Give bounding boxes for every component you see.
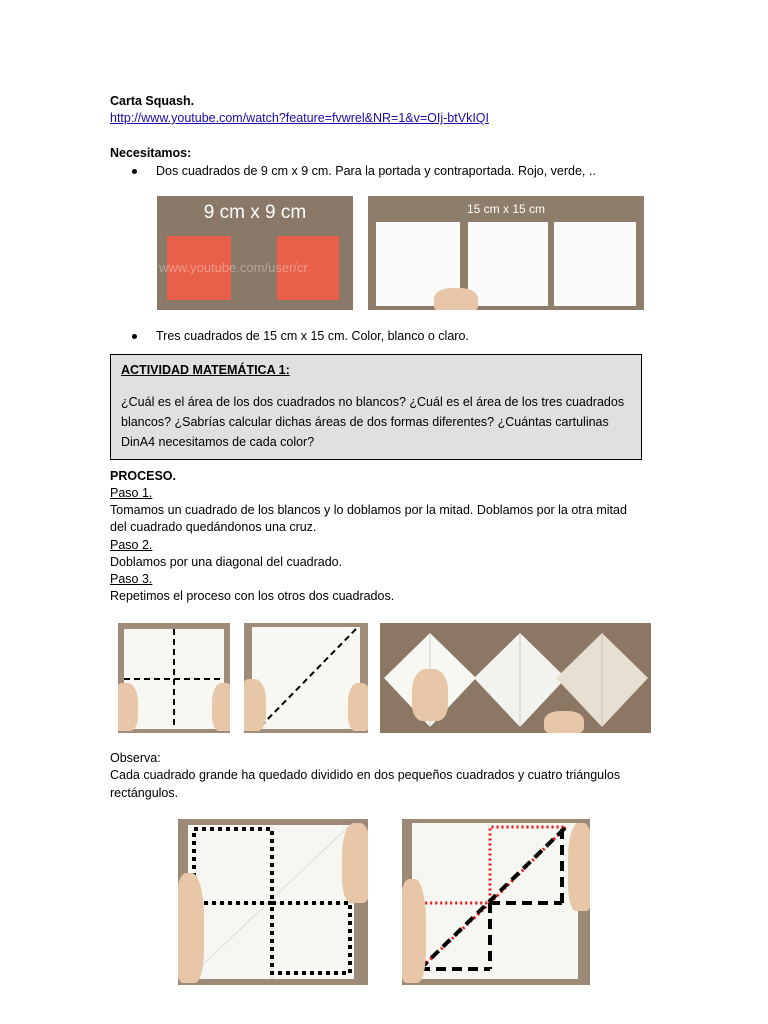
hand-image bbox=[434, 288, 478, 310]
observe-line-1: Cada cuadrado grande ha quedado dividido en dos pequeños cuadrados y cuatro triángulos bbox=[110, 768, 621, 782]
youtube-link[interactable]: http://www.youtube.com/watch?feature=fvwrel&NR=1&v=OIj-btVkIQI bbox=[110, 111, 489, 125]
needs-heading: Necesitamos: bbox=[110, 146, 192, 160]
hand-image bbox=[244, 679, 266, 731]
observe-line-2: rectángulos. bbox=[110, 786, 179, 800]
activity-line-1: ¿Cuál es el área de los dos cuadrados no blancos? ¿Cuál es el área de los tres cuadrados bbox=[121, 395, 625, 409]
photo-step1-cross bbox=[118, 623, 230, 733]
hand-image bbox=[568, 823, 590, 911]
hand-image bbox=[342, 823, 368, 903]
hand-image bbox=[212, 683, 230, 731]
photo-white-squares bbox=[368, 196, 644, 310]
activity-line-3: DinA4 necesitamos de cada color? bbox=[121, 435, 315, 449]
step1-line-1: Tomamos un cuadrado de los blancos y lo doblamos por la mitad. Doblamos por la otra mitad bbox=[110, 503, 627, 517]
step3-text: Repetimos el proceso con los otros dos cuadrados. bbox=[110, 589, 395, 603]
photo-step3-diamonds bbox=[380, 623, 651, 733]
bullet-item-2: Tres cuadrados de 15 cm x 15 cm. Color, blanco o claro. bbox=[156, 329, 469, 343]
step3-label: Paso 3. bbox=[110, 572, 153, 586]
step2-text: Doblamos por una diagonal del cuadrado. bbox=[110, 555, 343, 569]
hand-image bbox=[348, 683, 368, 731]
hand-image bbox=[118, 683, 138, 731]
photo-caption-9cm: 9 cm x 9 cm bbox=[203, 202, 307, 223]
photo-caption-15cm: 15 cm x 15 cm bbox=[466, 202, 546, 216]
photo-watermark: www.youtube.com/user/cr bbox=[159, 260, 308, 275]
hand-image bbox=[412, 669, 448, 721]
step1-label: Paso 1. bbox=[110, 486, 153, 500]
bullet-item-1: Dos cuadrados de 9 cm x 9 cm. Para la portada y contraportada. Rojo, verde, .. bbox=[156, 164, 596, 178]
activity-line-2: blancos? ¿Sabrías calcular dichas áreas de dos formas diferentes? ¿Cuántas cartulinas bbox=[121, 415, 609, 429]
activity-box bbox=[110, 354, 642, 460]
hand-image bbox=[178, 873, 204, 983]
step2-label: Paso 2. bbox=[110, 538, 153, 552]
activity-heading: ACTIVIDAD MATEMÁTICA 1: bbox=[121, 363, 290, 377]
bullet-icon bbox=[132, 334, 137, 339]
photo-triangles-outlined bbox=[402, 819, 590, 985]
observe-heading: Observa: bbox=[110, 751, 161, 765]
photo-squares-outlined bbox=[178, 819, 368, 985]
hand-image bbox=[544, 711, 584, 733]
process-heading: PROCESO. bbox=[110, 469, 176, 483]
white-square-3 bbox=[554, 222, 636, 306]
step1-line-2: del cuadrado quedándonos una cruz. bbox=[110, 520, 317, 534]
document-title: Carta Squash. bbox=[110, 94, 195, 108]
photo-red-squares bbox=[157, 196, 353, 310]
hand-image bbox=[402, 879, 426, 983]
photo-step2-diagonal bbox=[244, 623, 368, 733]
white-square-2 bbox=[468, 222, 548, 306]
bullet-icon bbox=[132, 169, 137, 174]
